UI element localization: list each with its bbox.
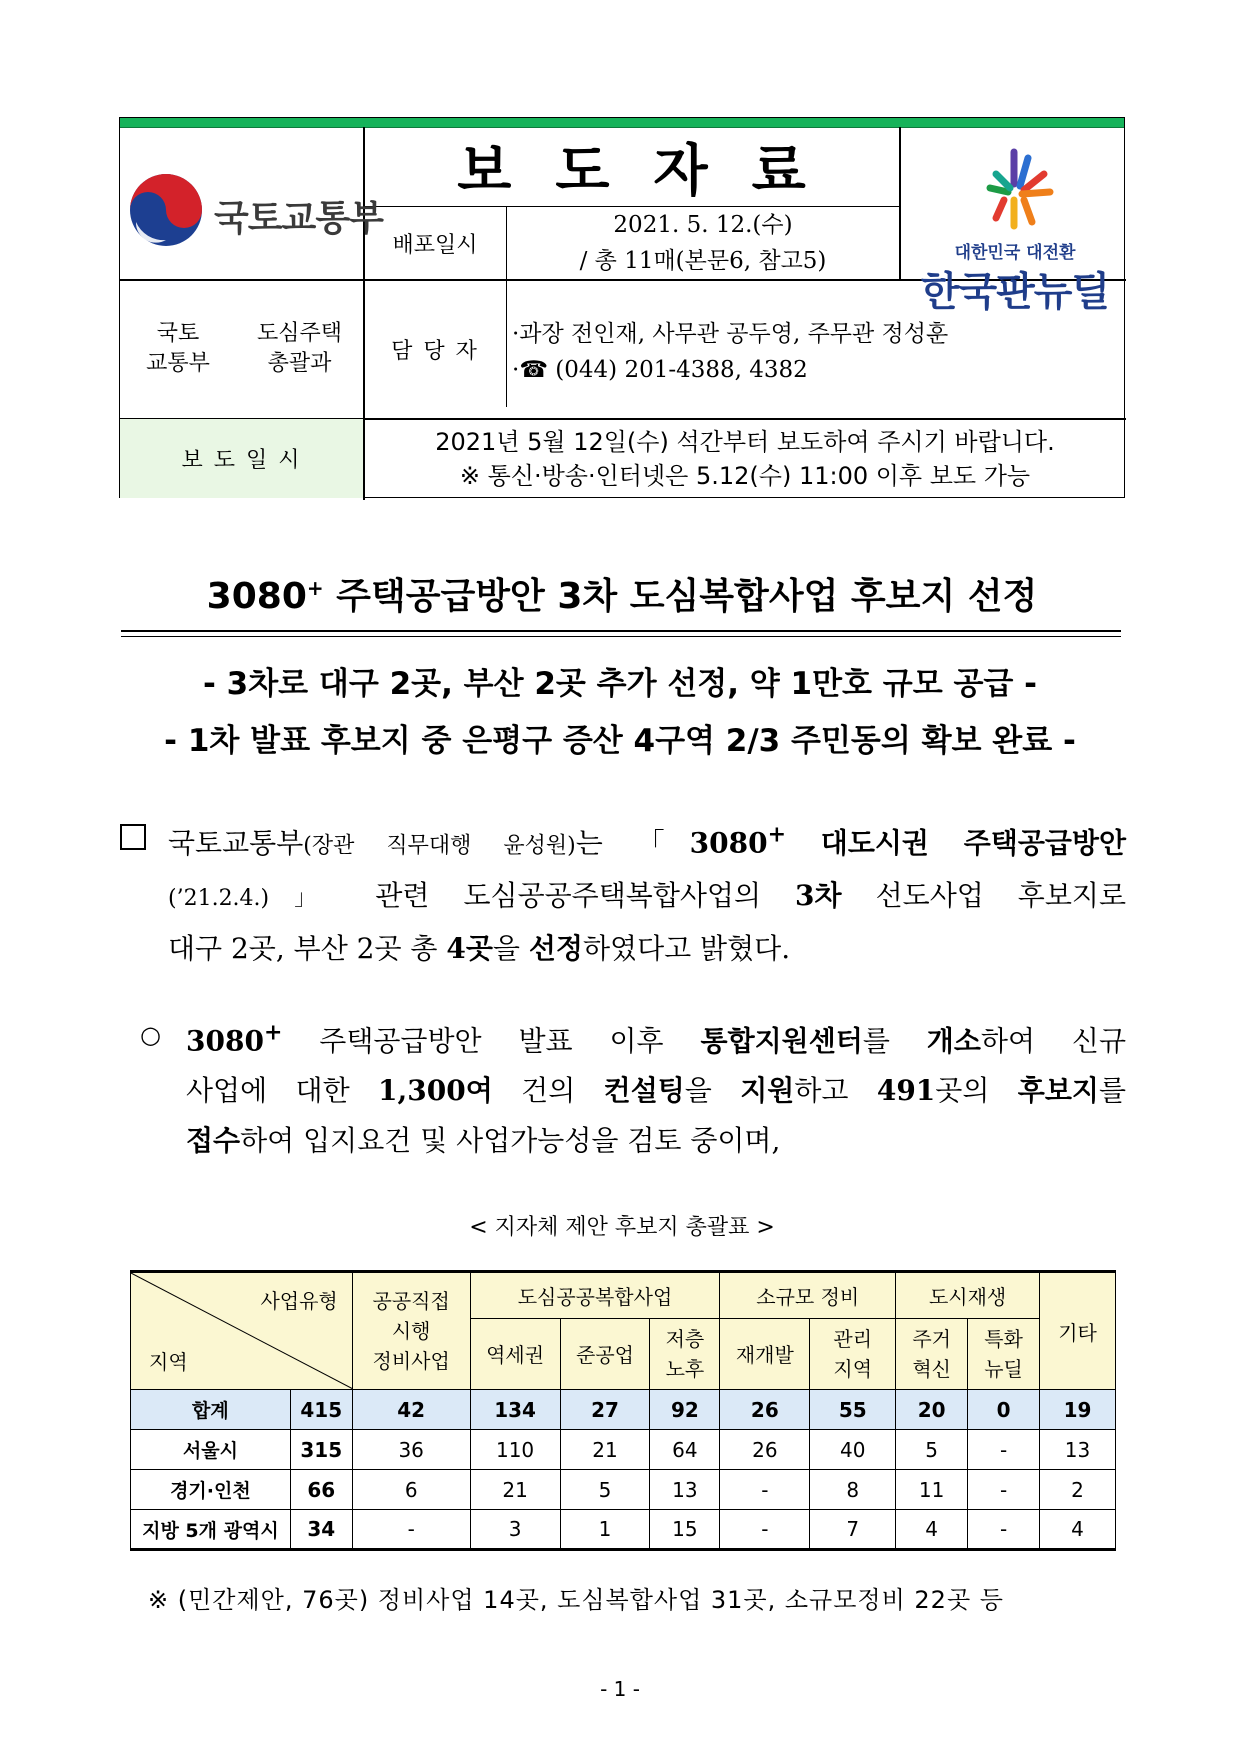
department-org: 국토 교통부 — [146, 321, 210, 376]
korean-new-deal-logo — [910, 138, 1120, 315]
group-small-scale: 소규모 정비 — [720, 1272, 896, 1319]
main-title: 3080+ 주택공급방안 3차 도심복합사업 후보지 선정 — [206, 576, 1038, 617]
table-row: 서울시 315 36 110 21 64 26 40 5 - 13 — [131, 1430, 1116, 1470]
table-corner-cell — [131, 1272, 353, 1390]
col-public-direct: 공공직접 시행 정비사업 — [352, 1272, 470, 1390]
col-managed-area: 관리 지역 — [810, 1318, 896, 1389]
col-semi-industrial: 준공업 — [560, 1318, 650, 1389]
col-housing-innovation: 주거 혁신 — [896, 1318, 968, 1389]
distribution-pages: / 총 11매(본문6, 참고5) — [579, 248, 827, 274]
paragraph-1 — [168, 810, 1126, 974]
col-redevelop: 재개발 — [720, 1318, 810, 1389]
ministry-logo — [126, 170, 383, 270]
group-downtown-complex: 도심공공복합사업 — [470, 1272, 720, 1319]
paragraph-1-line1: 국토교통부(장관 직무대행 윤성원)는 「3080+ 대도시권 주택공급방안 — [168, 822, 1127, 860]
subtitle-1: - 3차로 대구 2곳, 부산 2곳 추가 선정, 약 1만호 규모 공급 - — [202, 666, 1038, 702]
col-station-area: 역세권 — [470, 1318, 560, 1389]
table-footnote: ※ (민간제안, 76곳) 정비사업 14곳, 도심복합사업 31곳, 소규모정비 22곳 등 — [148, 1586, 1004, 1614]
ministry-name: 국토교통부 — [214, 198, 383, 239]
new-deal-star-icon — [910, 138, 1120, 238]
title-underline-thin — [121, 636, 1121, 637]
title-underline — [121, 630, 1121, 632]
new-deal-name: 한국판뉴딜 — [920, 269, 1110, 315]
table-caption: < 지자체 제안 후보지 총괄표 > — [469, 1215, 775, 1240]
embargo-label: 보 도 일 시 — [181, 448, 302, 473]
contact-phone-line: ·☎ (044) 201-4388, 4382 — [512, 357, 808, 383]
col-low-rise: 저층 노후 — [650, 1318, 720, 1389]
embargo-line1: 2021년 5월 12일(수) 석간부터 보도하여 주시기 바랍니다. — [435, 427, 1055, 456]
release-title: 보도자료 — [457, 138, 850, 204]
paragraph-2-line3: 접수하여 입지요건 및 사업가능성을 검토 중이며, — [186, 1124, 781, 1158]
paragraph-2-line1: 3080+ 주택공급방안 발표 이후 통합지원센터를 개소하여 신규 — [186, 1020, 1126, 1058]
table-row: 경기·인천 66 6 21 5 13 - 8 11 - 2 — [131, 1470, 1116, 1510]
paragraph-1-line2: (’21.2.4.)」 관련 도심공공주택복합사업의 3차 선도사업 후보지로 — [168, 879, 1126, 913]
table-row: 지방 5개 광역시 34 - 3 1 15 - 7 4 - 4 — [131, 1510, 1116, 1550]
paragraph-1-line3: 대구 2곳, 부산 2곳 총 4곳을 선정하였다고 밝혔다. — [168, 932, 791, 966]
taegeuk-emblem-icon — [126, 170, 206, 250]
corner-label-region: 지역 — [149, 1350, 188, 1374]
new-deal-subtitle: 대한민국 대전환 — [954, 243, 1076, 263]
group-urban-regen: 도시재생 — [896, 1272, 1040, 1319]
paragraph-2 — [186, 1008, 1126, 1166]
col-other: 기타 — [1040, 1272, 1116, 1390]
distribution-date: 2021. 5. 12.(수) — [613, 212, 793, 238]
candidate-summary-table — [130, 1270, 1116, 1551]
contact-label: 담 당 자 — [391, 338, 479, 364]
table-row-total: 합계 415 42 134 27 92 26 55 20 0 19 — [131, 1390, 1116, 1430]
paragraph-2-line2: 사업에 대한 1,300여 건의 컨설팅을 지원하고 491곳의 후보지를 — [186, 1074, 1127, 1108]
contact-people: ·과장 전인재, 사무관 공두영, 주무관 정성훈 — [512, 321, 949, 347]
press-release-header — [119, 117, 1125, 498]
circle-bullet: ○ — [140, 1021, 161, 1049]
embargo-line2: ※ 통신·방송·인터넷은 5.12(수) 11:00 이후 보도 가능 — [459, 461, 1031, 490]
subtitle-2: - 1차 발표 후보지 중 은평구 증산 4구역 2/3 주민동의 확보 완료 - — [164, 723, 1076, 759]
contact-phone: (044) 201-4388, 4382 — [555, 357, 808, 383]
corner-label-type: 사업유형 — [260, 1289, 338, 1313]
square-bullet-icon — [120, 824, 146, 850]
distribution-label: 배포일시 — [392, 232, 478, 258]
department-name: 도심주택 총괄과 — [256, 321, 342, 376]
col-special-new-deal: 특화 뉴딜 — [968, 1318, 1040, 1389]
page-number: - 1 - — [600, 1677, 640, 1701]
telephone-icon: ☎ — [519, 357, 548, 383]
